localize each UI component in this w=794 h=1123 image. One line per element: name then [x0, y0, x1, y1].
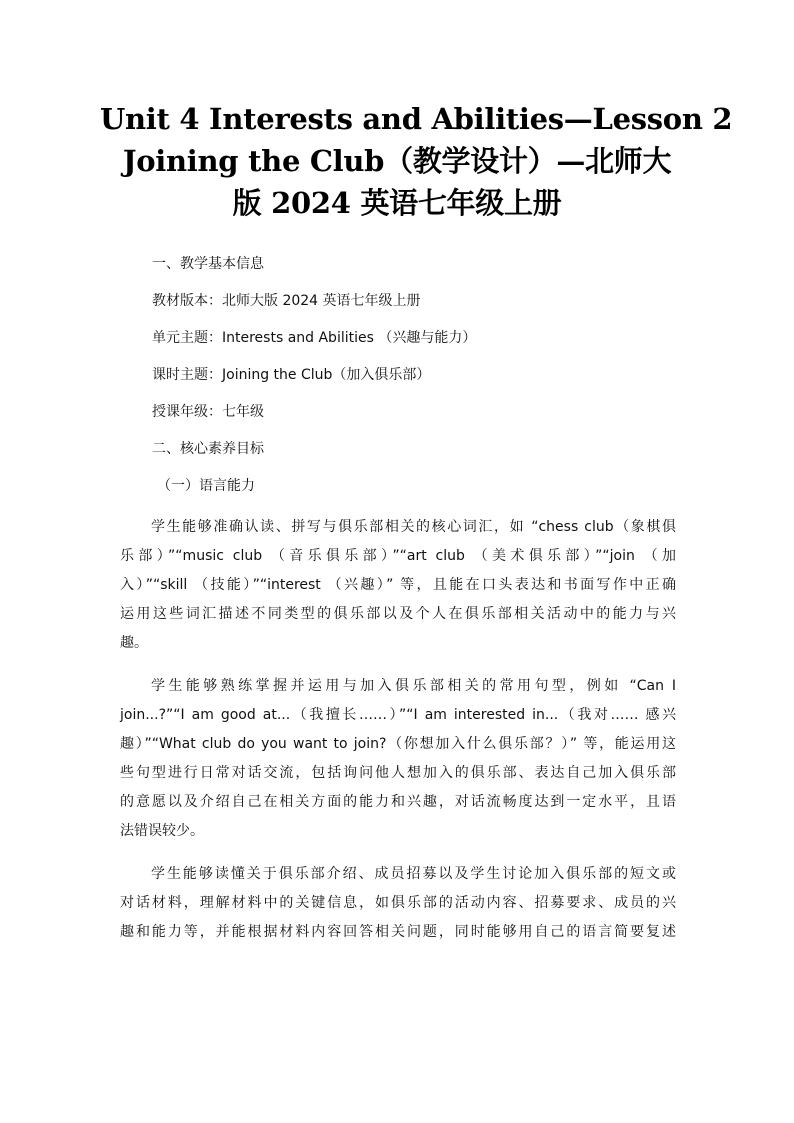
- paragraph-line: 趣。: [120, 635, 148, 651]
- paragraph-line: 趣）”“What club do you want to join?（你想加入什么俱乐部？）” 等，能运用这: [120, 736, 676, 752]
- paragraph-line: 对话材料，理解材料中的关键信息，如俱乐部的活动内容、招募要求、成员的兴: [120, 895, 676, 911]
- paragraph-line: 学生能够熟练掌握并运用与加入俱乐部相关的常用句型，例如 “Can I: [151, 678, 676, 694]
- paragraph-sentence-patterns: [120, 672, 676, 846]
- paragraph-line: join...?”“I am good at...（我擅长……）”“I am interested in...（我对…… 感兴: [120, 707, 676, 723]
- section-heading-basic-info: 一、教学基本信息: [152, 256, 264, 272]
- paragraph-vocabulary: [120, 513, 676, 658]
- unit-theme: 单元主题：Interests and Abilities （兴趣与能力）: [152, 330, 477, 346]
- paragraph-line: 法错误较少。: [120, 823, 204, 839]
- paragraph-line: 学生能够准确认读、拼写与俱乐部相关的核心词汇，如 “chess club（象棋俱: [151, 519, 676, 535]
- paragraph-line: 乐部）”“music club （音乐俱乐部）”“art club （美术俱乐部）”“join （加: [120, 548, 676, 564]
- textbook-edition: 教材版本：北师大版 2024 英语七年级上册: [152, 293, 421, 309]
- paragraph-line: 趣和能力等，并能根据材料内容回答相关问题，同时能够用自己的语言简要复述: [120, 924, 676, 940]
- paragraph-spacer: [120, 846, 676, 860]
- title-line-2: Joining the Club（教学设计）—北师大: [122, 144, 672, 178]
- title-line-3: 版 2024 英语七年级上册: [232, 186, 562, 220]
- paragraph-line: 运用这些词汇描述不同类型的俱乐部以及个人在俱乐部相关活动中的能力与兴: [120, 606, 676, 622]
- paragraph-line: 学生能够读懂关于俱乐部介绍、成员招募以及学生讨论加入俱乐部的短文或: [151, 866, 676, 882]
- paragraph-spacer: [120, 658, 676, 672]
- section-heading-core-goals: 二、核心素养目标: [152, 441, 264, 457]
- document-title: [100, 98, 733, 224]
- grade-level: 授课年级：七年级: [152, 404, 264, 420]
- paragraph-reading: [120, 860, 676, 947]
- paragraph-line: 些句型进行日常对话交流，包括询问他人想加入的俱乐部、表达自己加入俱乐部: [120, 765, 676, 781]
- subheading-language-ability: （一）语言能力: [157, 478, 255, 494]
- lesson-theme: 课时主题：Joining the Club（加入俱乐部）: [152, 367, 431, 383]
- paragraph-line: 的意愿以及介绍自己在相关方面的能力和兴趣，对话流畅度达到一定水平，且语: [120, 794, 676, 810]
- paragraph-line: 入）”“skill （技能）”“interest （兴趣）” 等，且能在口头表达和书面写作中正确: [120, 577, 676, 593]
- title-line-1: Unit 4 Interests and Abilities—Lesson 2: [100, 102, 733, 136]
- document-body: [120, 248, 676, 947]
